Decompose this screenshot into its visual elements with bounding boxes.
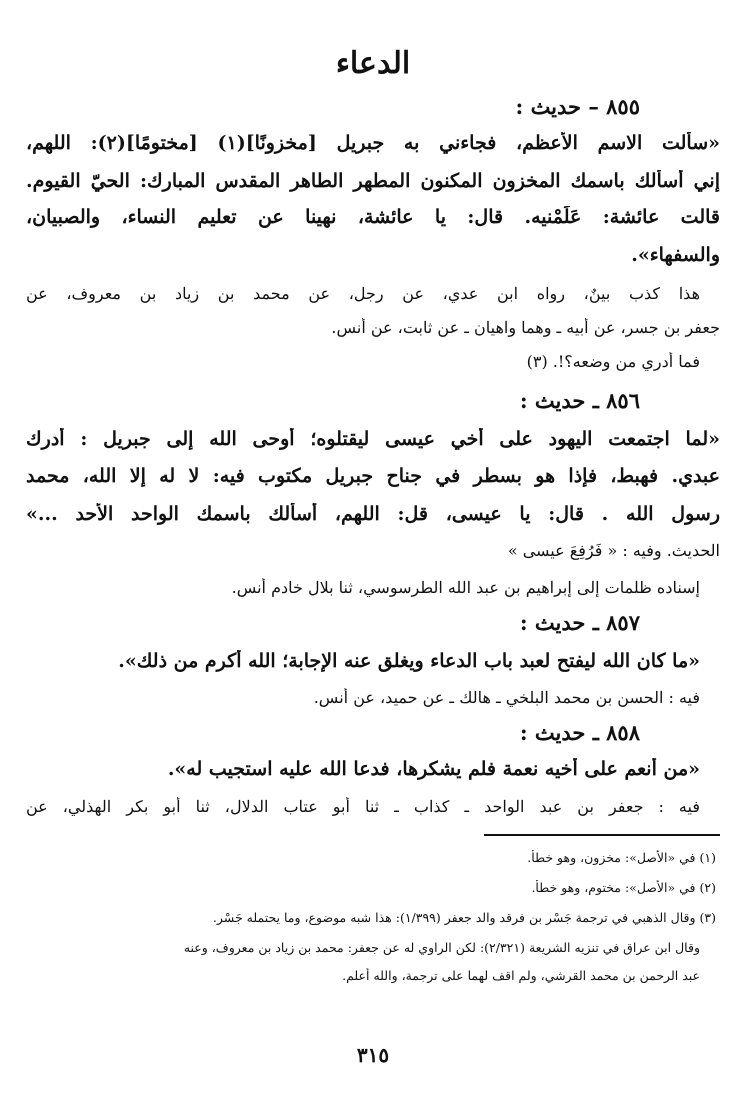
footnote-1: (١) في «الأصل»: مخزون، وهو خطأ. [527,850,716,865]
hadith-858-text-line: «من أنعم على أخيه نعمة فلم يشكرها، فدعا الله عليه استجيب له». [167,758,700,780]
footnote-separator [484,834,720,836]
hadith-855-text-line-1: «سألت الاسم الأعظم، فجاءني به جبريل [مخزونًا](١) [مختومًا](٢): اللهم، [26,132,720,154]
hadith-857-comment-line: فيه : الحسن بن محمد البلخي ـ هالك ـ عن حميد، عن أنس. [313,688,700,707]
hadith-855-comment-line-1: هذا كذب بينٌ، رواه ابن عدي، عن رجل، عن محمد بن زياد بن معروف، عن [26,284,700,303]
hadith-858-comment-line: فيه : جعفر بن عبد الواحد ـ كذاب ـ ثنا أبو عتاب الدلال، ثنا أبو بكر الهذلي، عن [26,797,700,816]
page-number: ٣١٥ [356,1043,390,1067]
hadith-856-header: ٨٥٦ ـ حديث : [519,388,640,413]
hadith-855-text-line-3: قالت عائشة: عَلِّمْنيه. قال: يا عائشة، نهينا عن تعليم النساء، والصبيان، [26,206,720,228]
hadith-856-text-line-2: عبدي. فهبط، فإذا هو بسطر في جناح جبريل مكتوب فيه: لا له إلا الله، محمد [26,465,720,487]
hadith-857-text-line: «ما كان الله ليفتح لعبد باب الدعاء ويغلق عنه الإجابة؛ الله أكرم من ذلك». [118,650,700,672]
hadith-855-header: ٨٥٥ – حديث : [515,94,640,119]
hadith-855-text-line-2: إني أسألك باسمك المخزون المكنون المطهر الطاهر المقدس المبارك: الحيّ القيوم. [26,170,720,192]
hadith-858-header: ٨٥٨ ـ حديث : [519,720,640,745]
hadith-857-header: ٨٥٧ ـ حديث : [519,610,640,635]
hadith-856-comment-line: إسناده ظلمات إلى إبراهيم بن عبد الله الطرسوسي، ثنا بلال خادم أنس. [231,578,700,597]
hadith-856-text-line-1: «لما اجتمعت اليهود على أخي عيسى ليقتلوه؛ أوحى الله إلى جبريل : أدرك [26,428,720,450]
footnote-3-continuation-2: عبد الرحمن بن محمد القرشي، ولم اقف لهما على ترجمة، والله أعلم. [342,968,700,983]
footnote-3-continuation-1: وقال ابن عراق في تنزيه الشريعة (٢/٣٢١): لكن الراوي له عن جعفر: محمد بن زياد بن معروف، وعنه [183,940,700,955]
hadith-856-text-line-3: رسول الله . قال: يا عيسى، قل: اللهم، أسألك باسمك الواحد الأحد ...» [26,503,720,525]
hadith-855-comment-line-3: فما أدري من وضعه؟!. (٣) [526,352,700,371]
hadith-855-text-line-4: والسفهاء». [631,244,720,266]
hadith-855-comment-line-2: جعفر بن جسر، عن أبيه ـ وهما واهيان ـ عن ثابت، عن أنس. [331,318,720,337]
chapter-title: الدعاء [335,46,411,81]
footnote-3: (٣) وقال الذهبي في ترجمة جَسْر بن فرقد والد جعفر (١/٣٩٩): هذا شبه موضوع، وما يحتمله جَسْر. [212,910,716,925]
hadith-856-text-line-4: الحديث. وفيه : « فَرُفِعَ عيسى » [507,541,720,560]
footnote-2: (٢) في «الأصل»: مختوم، وهو خطأ. [531,880,716,895]
